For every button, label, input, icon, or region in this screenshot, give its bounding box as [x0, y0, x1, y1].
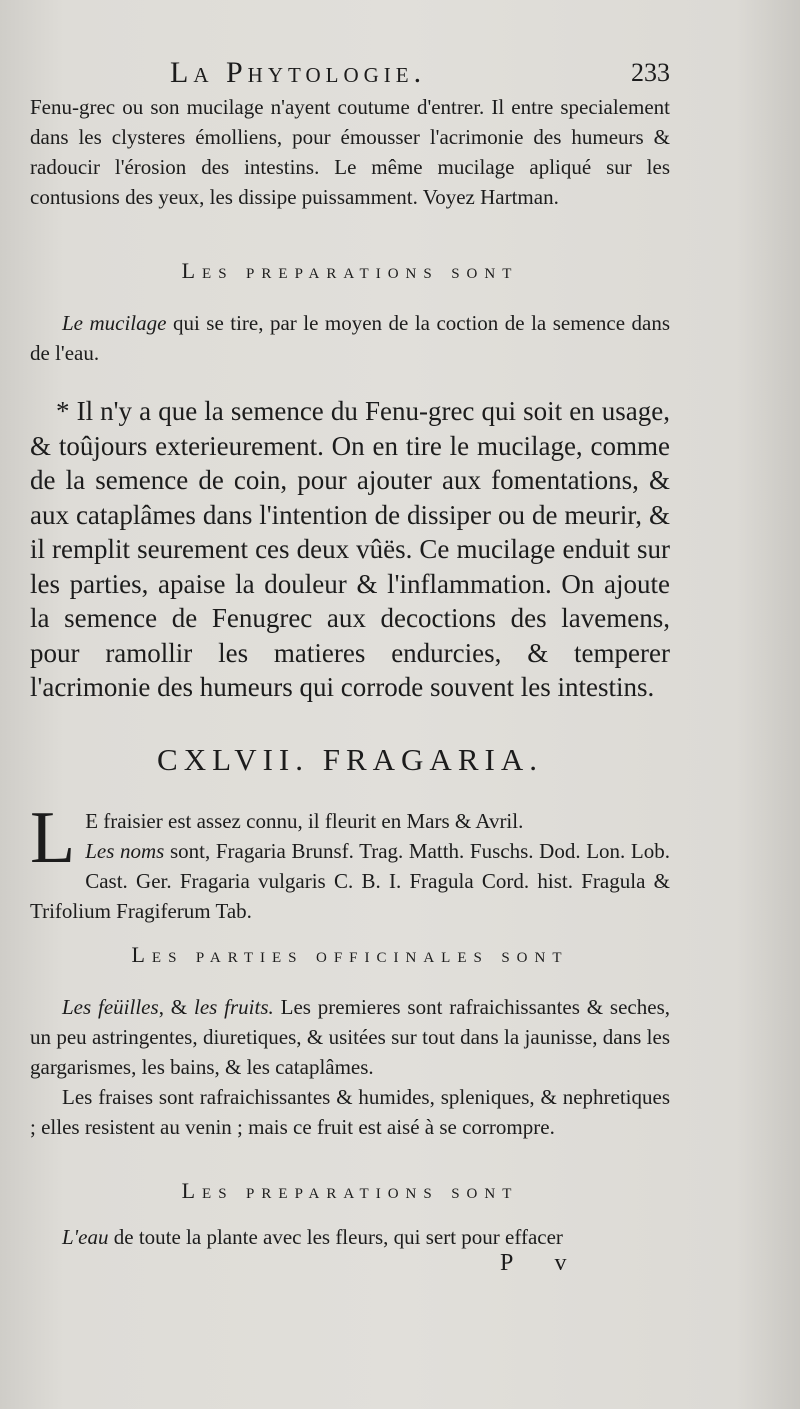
- intro-paragraph: Fenu-grec ou son mucilage n'ayent coutume d'entrer. Il entre specialement dans les clysteres émolliens, pour émousser l'acrimonie des humeurs & radoucir l'érosion des intestins. Le même mucilage apliqué sur les contusions des yeux, les dissipe puissamment. Voyez Hartman.: [30, 95, 670, 209]
- leaves-connector: , &: [158, 995, 194, 1019]
- water-paragraph: [30, 1222, 670, 1252]
- section-heading-officinales: Les parties officinales sont: [131, 942, 569, 967]
- preparation-lead: Le mucilage: [62, 311, 167, 335]
- water-text: de toute la plante avec les fleurs, qui sert pour effacer: [108, 1225, 563, 1249]
- section-heading-preparations-2: Les preparations sont: [181, 1178, 519, 1203]
- fruits-lead: les fruits.: [193, 995, 274, 1019]
- fruits-paragraph: Les fraises sont rafraichissantes & humides, spleniques, & nephretiques ; elles resistent au venin ; mais ce fruit est aisé à se corrompre.: [30, 1085, 670, 1139]
- signature-mark: P v: [500, 1250, 585, 1276]
- leaves-lead: Les feüilles: [62, 995, 159, 1019]
- drop-cap: L: [30, 797, 76, 879]
- page-number: 233: [631, 58, 670, 87]
- names-paragraph: [30, 836, 670, 926]
- page-header: [30, 56, 670, 96]
- water-lead: L'eau: [62, 1225, 109, 1249]
- preparation-text: qui se tire, par le moyen de la coction de la semence dans de l'eau.: [30, 311, 670, 365]
- note-paragraph: * Il n'y a que la semence du Fenu-grec qui soit en usage, & toûjours exterieurement. On en tire le mucilage, comme de la semence de coin, pour ajouter aux fomentations, & aux cataplâmes dans l'intention de dissiper ou de meurir, & il remplit seurement ces deux vûës. Ce mucilage enduit sur les parties, apaise la douleur & l'inflammation. On ajoute la semence de Fenugrec aux decoctions des lavemens, pour ramollir les matieres endurcies, & temperer l'acrimonie des humeurs qui corrode souvent les intestins.: [30, 396, 670, 702]
- names-lead: Les noms: [85, 839, 165, 863]
- leaves-paragraph: [30, 992, 670, 1082]
- officinales-block: [30, 992, 670, 1142]
- chapter-intro-text: E fraisier est assez connu, il fleurit en Mars & Avril.: [85, 809, 524, 833]
- running-title: La Phytologie.: [170, 56, 427, 89]
- chapter-title: CXLVII. FRAGARIA.: [157, 742, 543, 777]
- preparation-paragraph: [30, 308, 670, 368]
- chapter-intro: [30, 797, 670, 926]
- section-heading-preparations: Les preparations sont: [181, 258, 519, 283]
- leaves-text: Les premieres sont rafraichissantes & seches, un peu astringentes, diuretiques, & usitées sur tout dans la jaunisse, dans les gargarismes, les bains, & les cataplâmes.: [30, 995, 670, 1079]
- names-text: sont, Fragaria Brunsf. Trag. Matth. Fuschs. Dod. Lon. Lob. Cast. Ger. Fragaria vulgaris C. B. I. Fragula Cord. hist. Fragula & Trifolium Fragiferum Tab.: [30, 839, 670, 923]
